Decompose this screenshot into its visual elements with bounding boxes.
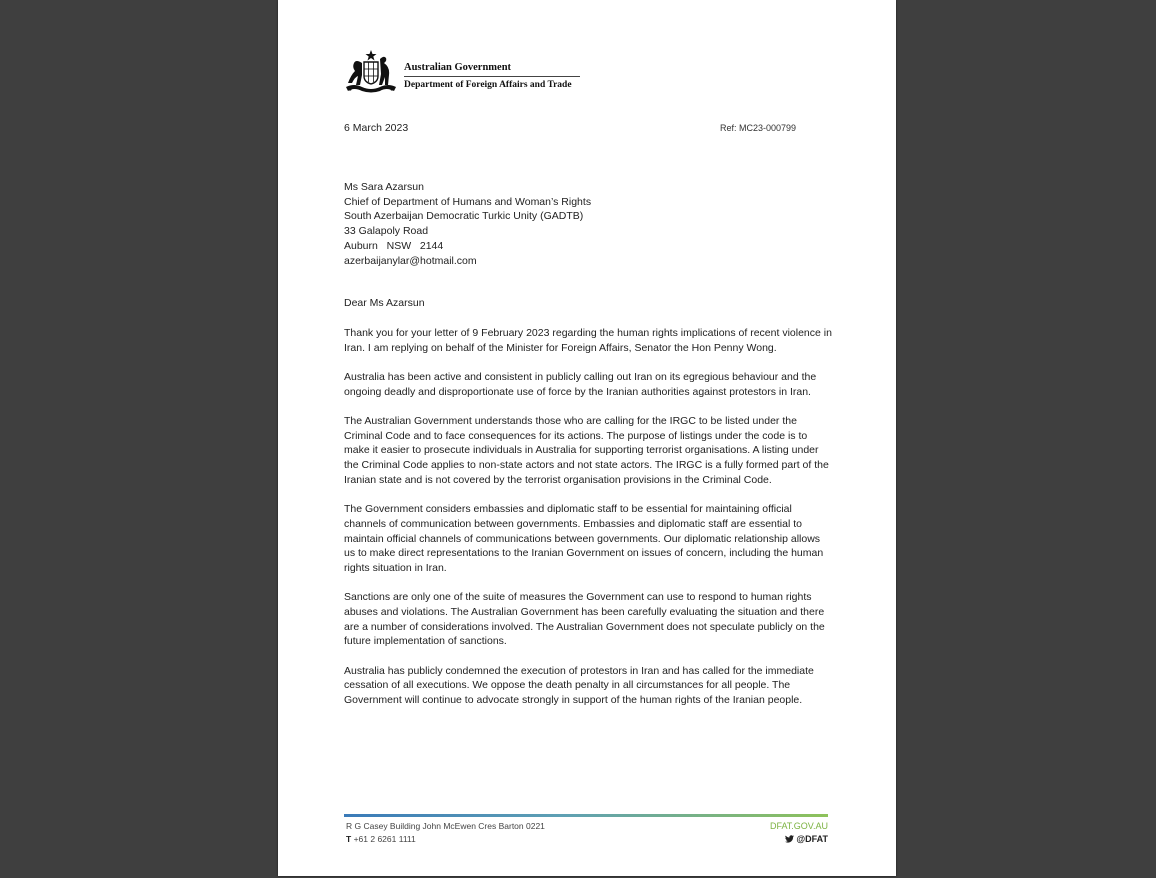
body-paragraph: Australia has publicly condemned the execution of protestors in Iran and has called for the immediate cessation of all executions. We oppose the death penalty in all circumstances for all people. The Government will continue to advocate strongly in support of the human rights of the Iranian people. [344,664,814,707]
body-paragraph: Thank you for your letter of 9 February 2023 regarding the human rights implications of recent violence in Iran. I am replying on behalf of the Minister for Foreign Affairs, Senator the Hon Penny Wong. [344,327,832,354]
twitter-bird-icon [785,835,794,843]
footer-links [770,820,828,845]
body-paragraph: Australia has been active and consistent in publicly calling out Iran on its egregious behaviour and the ongoing deadly and disproportionate use of force by the Iranian authorities against protestors in Iran. [344,371,817,398]
department-name: Department of Foreign Affairs and Trade [404,80,572,90]
government-name: Australian Government [404,62,512,73]
recipient-name: Ms Sara Azarsun [344,181,424,193]
salutation: Dear Ms Azarsun [344,297,425,309]
recipient-address [344,180,814,268]
recipient-email: azerbaijanylar@hotmail.com [344,254,477,267]
footer-address: R G Casey Building John McEwen Cres Barton 0221 [346,821,545,831]
recipient-suburb: Auburn NSW 2144 [344,239,444,252]
reference-number: Ref: MC23-000799 [719,123,796,133]
letter-page [278,0,896,876]
recipient-organisation: South Azerbaijan Democratic Turkic Unity (GADTB) [344,210,584,223]
letter-body [344,326,834,722]
footer-website: DFAT.GOV.AU [769,821,828,831]
phone-label: T [346,833,352,844]
footer-contact [346,820,545,845]
letter-date: 6 March 2023 [344,122,409,134]
body-paragraph: The Australian Government understands those who are calling for the IRGC to be listed under the Criminal Code and to face consequences for its actions. The purpose of listings under the code is to make it easier to prosecute individuals in Australia for supporting terrorist organisations. A listing under the Criminal Code applies to non-state actors and not state actors. The IRGC is a fully formed part of the Iranian state and is not covered by the terrorist organisation provisions in the Criminal Code. [344,415,829,486]
recipient-title: Chief of Department of Humans and Woman’s Rights [344,195,592,208]
footer-divider [344,814,828,817]
footer-twitter-handle: @DFAT [796,833,828,844]
footer-phone: +61 2 6261 1111 [353,833,416,844]
letterhead-divider [404,76,580,77]
body-paragraph: Sanctions are only one of the suite of measures the Government can use to respond to human rights abuses and violations. The Australian Government has been carefully evaluating the situation and there are a number of considerations involved. The Australian Government does not speculate publicly on the future implementation of sanctions. [344,591,825,648]
body-paragraph: The Government considers embassies and diplomatic staff to be essential for maintaining official channels of communication between governments. Embassies and diplomatic staff are essential to maintain official channels of communications between governments. Our diplomatic relationship allows us to make direct representations to the Iranian Government on issues of concern, including the human rights situation in Iran. [344,503,824,574]
recipient-street: 33 Galapoly Road [344,225,429,238]
coat-of-arms-icon [342,49,400,95]
